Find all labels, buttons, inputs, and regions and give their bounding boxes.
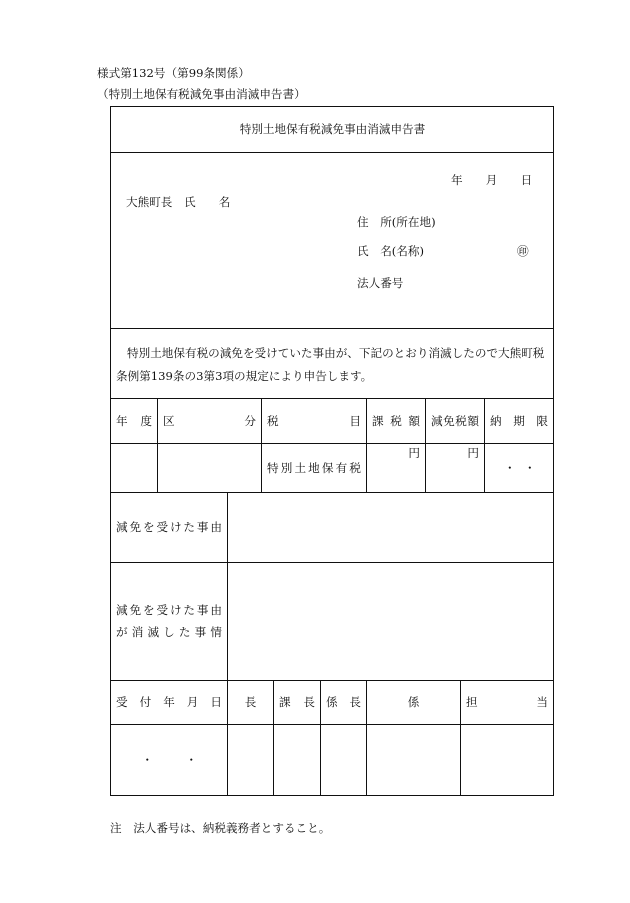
glyph: 事 [196,520,209,534]
reason-label-cell [110,492,227,562]
exemption-yen-unit: 円 [467,446,479,460]
glyph: 額 [467,413,479,428]
due-date-cell [484,443,553,492]
header-category [163,414,256,428]
glyph: が [116,625,128,639]
glyph: 消 [131,625,144,639]
glyph: 税 [267,413,279,428]
glyph: 担 [466,695,478,709]
addressee: 大熊町長 氏 名 [126,195,231,209]
rule-title-bottom [110,152,554,153]
glyph: 免 [129,603,142,617]
section-chief-stamp-cell [273,724,320,795]
received-date-value-cell [110,724,227,795]
receipt-unit-chief-label [326,695,361,709]
extinction-value-cell [227,562,553,680]
glyph: を [142,520,155,534]
receipt-received-date-label [116,695,222,709]
name-label: 氏 名(名称) [357,244,425,258]
glyph: 有 [335,460,348,475]
receipt-cell-unit-chief [320,680,366,724]
glyph: 土 [294,460,307,475]
in-charge-stamp-cell [460,724,553,795]
received-date-separators: ・ ・ [141,752,197,767]
glyph: 区 [163,413,175,428]
glyph: 日 [210,695,222,709]
glyph: け [169,603,182,617]
glyph: 減 [116,520,128,534]
tax-item-value [267,461,361,475]
header-due-date [490,414,548,428]
glyph: 限 [536,413,548,428]
seal-mark: ㊞ [517,244,529,258]
glyph: 長 [303,695,315,709]
glyph: 免 [129,520,142,534]
reason-label [116,520,222,534]
glyph: 納 [490,413,502,428]
extinction-label-line-2 [116,621,222,643]
corporate-number-label: 法人番号 [357,276,404,290]
receipt-section-chief-label [279,695,315,709]
glyph: 事 [194,625,207,639]
glyph: 受 [156,603,169,617]
glyph: 分 [244,413,256,428]
header-cell-due-date [484,398,553,443]
glyph: 滅 [147,625,160,639]
form-subtitle: （特別土地保有税減免事由消滅申告書） [97,87,306,101]
reason-value-cell [227,492,553,562]
glyph: 受 [156,520,169,534]
glyph: た [183,603,196,617]
glyph: 受 [116,695,128,709]
rule-form-right [553,106,554,796]
glyph: 事 [196,603,209,617]
glyph: 期 [513,413,525,428]
statement-line-1: 特別土地保有税の減免を受けていた事由が、下記のとおり消滅したので大熊町税 [127,346,545,360]
address-label: 住 所(所在地) [357,215,436,229]
exemption-amount-cell [425,443,484,492]
glyph: 減 [116,603,128,617]
glyph: け [169,520,182,534]
form-title: 特別土地保有税減免事由消滅申告書 [239,122,426,136]
glyph: 額 [408,413,420,428]
header-cell-fiscal-year [110,398,157,443]
header-cell-tax-item [261,398,366,443]
receipt-in-charge-label [466,695,548,709]
glyph: 別 [280,460,293,475]
glyph: 当 [536,695,548,709]
extinction-label-cell [110,562,227,680]
glyph: た [183,520,196,534]
glyph: 長 [349,695,361,709]
glyph: 特 [267,460,279,475]
rule-form-bottom [110,795,554,796]
header-assessed-amount [372,414,420,428]
glyph: 目 [349,413,361,428]
filing-date-label: 年 月 日 [451,173,533,187]
receipt-cell-section-chief [273,680,320,724]
extinction-label-line-1 [116,599,222,621]
glyph: 減 [431,413,443,428]
footnote: 注 法人番号は、納税義務者とすること。 [110,821,331,835]
assessed-amount-cell [366,443,425,492]
statement-line-2: 条例第139条の3第3項の規定により申告します。 [116,369,373,383]
glyph: 年 [116,413,128,428]
glyph: 税 [390,413,402,428]
chief-stamp-cell [227,724,273,795]
title-cell [110,106,554,152]
glyph: 付 [139,695,152,709]
header-cell-category [157,398,261,443]
glyph: 年 [163,695,175,709]
header-exemption-amount [431,414,479,428]
glyph: 税 [349,460,361,475]
header-tax-item [267,414,361,428]
glyph: 地 [308,460,320,475]
glyph: 課 [372,413,384,428]
glyph: た [178,625,191,639]
header-fiscal-year [116,414,152,428]
glyph: 税 [455,413,467,428]
staff-stamp-cell [366,724,460,795]
glyph: 保 [321,460,334,475]
receipt-chief-label: 長 [244,695,257,709]
header-cell-exemption-amount [425,398,484,443]
glyph: を [142,603,155,617]
fiscal-year-value-cell [110,443,157,492]
unit-chief-stamp-cell [320,724,366,795]
assessed-yen-unit: 円 [408,446,420,460]
glyph: 由 [210,520,222,534]
glyph: 課 [279,695,291,709]
glyph: 由 [210,603,222,617]
tax-item-value-cell [261,443,366,492]
form-number: 様式第132号（第99条関係） [97,66,250,80]
glyph: 免 [443,413,455,428]
category-value-cell [157,443,261,492]
due-date-separators: ・ ・ [504,460,534,475]
receipt-cell-in-charge [460,680,553,724]
receipt-staff-label: 係 [407,695,420,709]
glyph: 度 [140,413,152,428]
receipt-cell-chief [227,680,273,724]
glyph: し [163,625,175,639]
receipt-cell-received-date [110,680,227,724]
rule-applicant-bottom [110,328,554,329]
receipt-cell-staff [366,680,460,724]
glyph: 情 [210,625,222,639]
glyph: 係 [326,695,338,709]
header-cell-assessed-amount [366,398,425,443]
glyph: 月 [186,695,199,709]
